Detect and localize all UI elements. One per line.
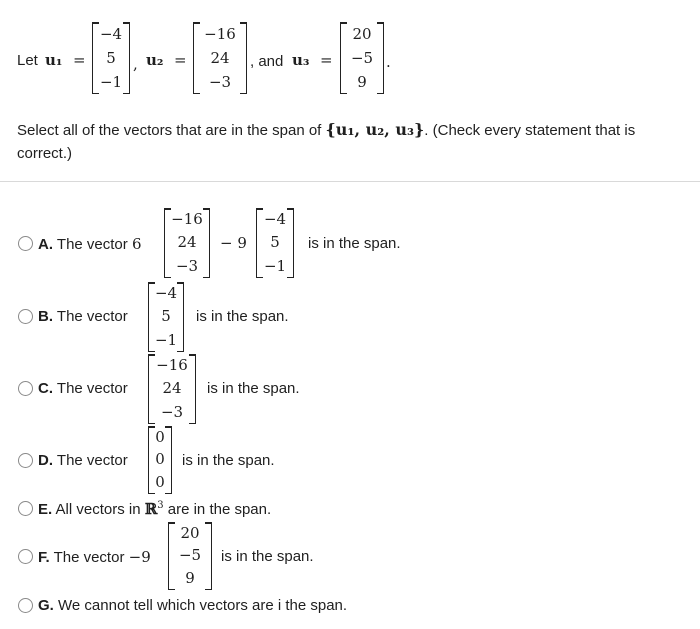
vector-entry: −16 — [204, 24, 236, 43]
option-prefix: The vector — [56, 380, 128, 397]
operator: − 9 — [220, 234, 247, 252]
exponent: 3 — [157, 500, 164, 511]
vector-entry: −3 — [160, 402, 184, 421]
vector-entry: 5 — [106, 48, 116, 67]
u1-label: u₁ — [45, 51, 63, 69]
option-b-radio[interactable] — [18, 309, 33, 324]
vector-entry: −3 — [208, 72, 232, 91]
option-prefix: The vector — [56, 308, 128, 325]
real-space-symbol: ℝ — [144, 500, 158, 518]
option-a-suffix: is in the span. — [308, 235, 401, 252]
vector-entry: 9 — [357, 72, 367, 91]
equals-sign: = — [174, 51, 187, 69]
vector-entry: 20 — [180, 523, 200, 542]
vector-entry: −16 — [171, 210, 203, 229]
option-f-suffix: is in the span. — [221, 548, 314, 565]
vector-entry: −1 — [99, 72, 123, 91]
option-letter: G. — [38, 597, 54, 614]
coefficient: 6 — [131, 235, 142, 253]
option-suffix: are in the span. — [167, 501, 272, 518]
option-d-suffix: is in the span. — [182, 452, 275, 469]
u2-vector — [193, 22, 247, 94]
option-letter: A. — [38, 236, 53, 253]
option-b-text — [38, 308, 128, 325]
option-text: We cannot tell which vectors are i the span. — [58, 597, 348, 614]
vector-entry: 0 — [155, 427, 165, 446]
prompt-line-2: correct.) — [17, 145, 73, 162]
option-f-vector — [168, 522, 212, 590]
option-letter: B. — [38, 308, 53, 325]
equals-sign: = — [320, 51, 333, 69]
option-prefix: All vectors in — [55, 501, 141, 518]
option-letter: D. — [38, 452, 53, 469]
vector-entry: 9 — [185, 569, 195, 588]
vector-entry: −1 — [154, 330, 178, 349]
coefficient: −9 — [128, 548, 151, 566]
vector-entry: 5 — [270, 233, 280, 252]
option-e-text — [38, 500, 271, 518]
equals-sign: = — [73, 51, 86, 69]
option-e-radio[interactable] — [18, 501, 33, 516]
span-set: {u₁, u₂, u₃} — [325, 120, 425, 139]
option-g-radio[interactable] — [18, 598, 33, 613]
let-label: Let — [17, 52, 38, 69]
u1-vector — [92, 22, 130, 94]
vector-definition — [0, 0, 700, 178]
option-letter: F. — [38, 549, 50, 566]
vector-entry: −4 — [99, 24, 123, 43]
option-f-text — [38, 548, 151, 566]
u2-label: u₂ — [146, 51, 164, 69]
option-a-vector-2 — [256, 208, 294, 278]
u3-label: u₃ — [292, 51, 310, 69]
option-c-text — [38, 380, 128, 397]
option-d-text — [38, 452, 128, 469]
vector-entry: −4 — [263, 210, 287, 229]
vector-entry: 0 — [155, 473, 165, 492]
vector-entry: 24 — [210, 48, 230, 67]
vector-entry: −16 — [156, 356, 188, 375]
option-d-vector — [148, 426, 172, 494]
prompt-text: Select all of the vectors that are in the span of — [17, 122, 322, 139]
vector-entry: 0 — [155, 450, 165, 469]
option-prefix: The vector — [56, 452, 128, 469]
prompt-text-after: . (Check every statement that is — [424, 122, 636, 139]
vector-entry: 20 — [352, 24, 372, 43]
vector-entry: 24 — [177, 233, 197, 252]
vector-entry: −4 — [154, 284, 178, 303]
option-g-text — [38, 597, 347, 614]
option-d-radio[interactable] — [18, 453, 33, 468]
option-c-suffix: is in the span. — [207, 380, 300, 397]
period: . — [386, 53, 391, 71]
vector-entry: −5 — [178, 546, 202, 565]
vector-entry: −1 — [263, 256, 287, 275]
option-a-vector-1 — [164, 208, 210, 278]
vector-entry: −3 — [175, 256, 199, 275]
comma: , — [133, 55, 138, 73]
vector-entry: 5 — [161, 307, 171, 326]
u3-vector — [340, 22, 384, 94]
option-a-text — [38, 235, 142, 253]
option-c-vector — [148, 354, 196, 424]
vector-entry: 24 — [162, 379, 182, 398]
option-b-vector — [148, 282, 184, 352]
option-prefix: The vector — [56, 236, 128, 253]
option-c-radio[interactable] — [18, 381, 33, 396]
vector-entry: −5 — [350, 48, 374, 67]
option-a-radio[interactable] — [18, 236, 33, 251]
and-text: , and — [250, 53, 284, 70]
divider — [0, 181, 700, 182]
option-b-suffix: is in the span. — [196, 308, 289, 325]
option-prefix: The vector — [53, 549, 125, 566]
prompt-line-1 — [17, 120, 635, 139]
option-letter: E. — [38, 501, 53, 518]
option-f-radio[interactable] — [18, 549, 33, 564]
option-letter: C. — [38, 380, 53, 397]
